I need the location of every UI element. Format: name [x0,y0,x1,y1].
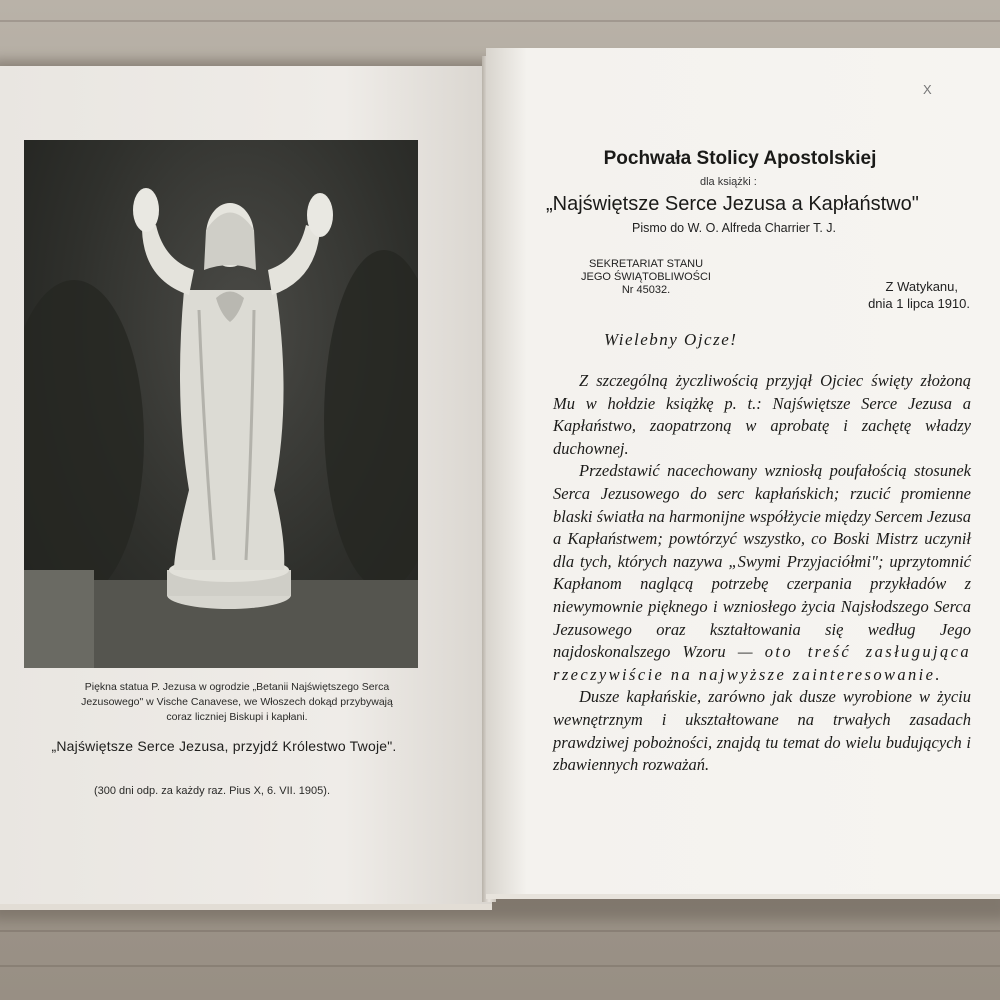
photo-caption: Piękna statua P. Jezusa w ogrodzie „Betanii Najświętszego Serca Jezusowego" w Vische Canavese, we Włoszech dokąd przybywają coraz liczniej Biskupi i kapłani. [81,681,393,723]
emphasized-text: oto treść zasługująca rzeczywiście na najwyższe zainteresowanie. [553,642,972,684]
date: dnia 1 lipca 1910. [868,296,970,311]
letter-recipient: Pismo do W. O. Alfreda Charrier T. J. [632,221,837,235]
place-date [820,278,970,312]
page-mark: X [923,82,932,97]
book-title: „Najświętsze Serce Jezusa a Kapłaństwo" [546,193,919,215]
secretariat-number: Nr 45032. [621,284,671,296]
paragraph: Dusze kapłańskie, zarówno jak dusze wyrobione w życiu wewnętrznym i ukształtowane na trwałych zasadach prawdziwej pobożności, znajdą tu temat do wielu budujących i zbawiennych rozważań. [553,687,971,775]
letter-body [553,370,971,777]
paragraph [553,460,971,686]
place: Z Watykanu, [885,279,958,294]
secretariat-line: JEGO ŚWIĄTOBLIWOŚCI [581,271,711,283]
paragraph: Z szczególną życzliwością przyjął Ojciec święty złożoną Mu w hołdzie książkę p. t.: Najświętsze Serce Jezusa a Kapłaństwo, zaopatrzoną w aprobatę i zachętę władzy duchownej. [553,371,971,458]
statue-photo [24,140,418,668]
indulgence-note: (300 dni odp. za każdy raz. Pius X, 6. VII. 1905). [93,785,331,797]
paragraph-text: Przedstawić nacechowany wzniosłą poufałością stosunek Serca Jezusowego do serc kapłańskich; rzucić promienne blaski światła na harmonijne współżycie między Sercem Jezusa a Kapłaństwem; powtórzyć wszystko, co Boski Mistrz uczynił dla tych, których nazywa „Swymi Przyjaciółmi"; uprzytomnić Kapłanom naglącą potrzebę czerpania przykładów z niewymownie pięknego i wzniosłego życia Najsłodszego Serca Jezusowego oraz kształtowania się według Jego najdoskonalszego Wzoru — [553,461,971,662]
for-book-label: dla książki : [700,176,757,188]
secretariat-block [546,258,746,297]
invocation-prayer: „Najświętsze Serce Jezusa, przyjdź Królestwo Twoje". [51,738,397,754]
page-title: Pochwała Stolicy Apostolskiej [603,148,877,169]
salutation: Wielebny Ojcze! [604,330,738,349]
sacred-heart-statue-image [24,140,418,668]
secretariat-line: SEKRETARIAT STANU [588,258,704,270]
